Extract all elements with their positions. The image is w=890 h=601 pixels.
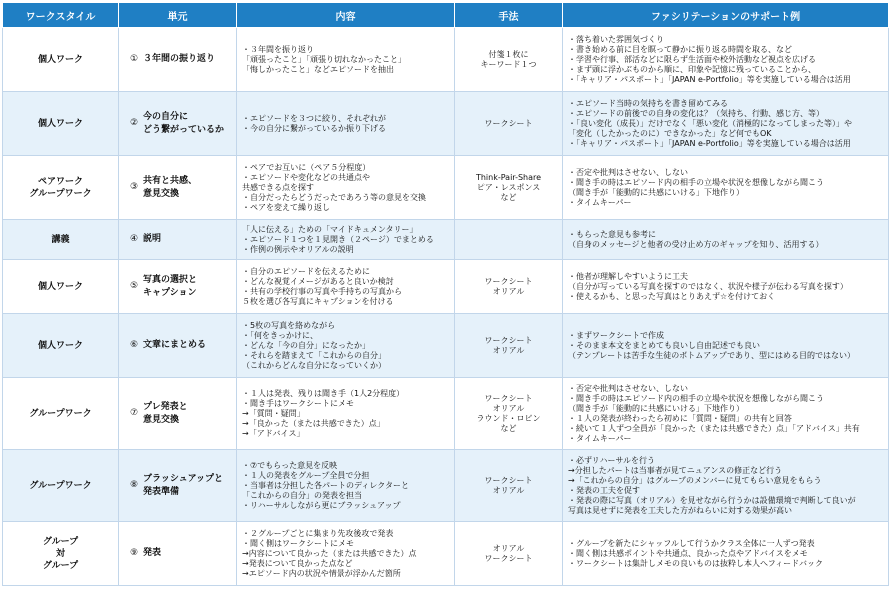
cell-support: ・まずワークシートで作成 ・そのまま本文をまとめても良いし自由記述でも良い （テンプレートは苦手な生徒のボトムアップであり、型にはめる目的ではない）: [563, 314, 889, 378]
unit-number: ⑤: [129, 281, 139, 291]
cell-support: ・必ずリハーサルを行う →分担したパートは当事者が見てニュアンスの修正など行う →「これからの自分」はグループのメンバーに見てもらい意見をもらう ・発表の工夫を促す ・発表の際に写真（オリアル）を見せながら行うかは設備環境で判断して良いが 写真は見せずに発表を工夫した方がねらいに対する効果が高い: [563, 450, 889, 522]
cell-content: ・１人は発表、残りは聞き手（1人2分程度） ・聞き手はワークシートにメモ →「質問・疑問」 →「良かった（または共感できた）点」 →「アドバイス」: [237, 378, 455, 450]
unit-title: ３年間の振り返り: [143, 54, 216, 64]
cell-unit: [119, 220, 237, 260]
cell-style: ペアワーク グループワーク: [3, 156, 119, 220]
cell-style: グループワーク: [3, 450, 119, 522]
unit-number: ⑧: [129, 480, 139, 490]
cell-method: ワークシート: [455, 92, 563, 156]
unit-number: ①: [129, 54, 139, 64]
unit-title: 写真の選択と キャプション: [143, 274, 198, 298]
cell-content: 「人に伝える」ための「マイドキュメンタリー」 ・エピソード１つを１見開き（２ページ）でまとめる ・作例の例示やオリアルの説明: [237, 220, 455, 260]
cell-support: ・グループを新たにシャッフルして行うかクラス全体に一人ずつ発表 ・聞く側は共感ポイントや共通点、良かった点やアドバイスをメモ ・ワークシートは集計しメモの良いものは抜粋し本人へフィードバック: [563, 522, 889, 586]
curriculum-table: [2, 2, 889, 586]
header-method: 手法: [455, 3, 563, 28]
cell-style: グループ 対 グループ: [3, 522, 119, 586]
unit-number: ②: [129, 118, 139, 128]
header-content: 内容: [237, 3, 455, 28]
unit-number: ⑨: [129, 548, 139, 558]
unit-title: 説明: [143, 234, 162, 244]
cell-content: ・自分のエピソードを伝えるために ・どんな視覚イメージがあると良いか検討 ・共有の学校行事の写真や手持ちの写真から ５枚を選び各写真にキャプションを付ける: [237, 260, 455, 314]
cell-content: ・３年間を振り返り 「頑張ったこと」「頑張り切れなかったこと」 「悔しかったこと」などエピソードを抽出: [237, 28, 455, 92]
cell-content: ・5枚の写真を絡めながら ・「何をきっかけに、 ・どんな「今の自分」になったか」 ・それらを踏まえて「これからの自分」 （これからどんな自分になっていくか）: [237, 314, 455, 378]
table-row: [3, 156, 889, 220]
cell-method: Think-Pair-Share ピア・レスポンス など: [455, 156, 563, 220]
table-body: [3, 28, 889, 586]
cell-method: ワークシート オリアル: [455, 314, 563, 378]
unit-title: 今の自分に どう繋がっているか: [143, 111, 225, 135]
cell-content: ・２グループごとに集まり先攻後攻で発表 ・聞く側はワークシートにメモ →内容について良かった（または共感できた）点 →発表について良かった点など →エピソード内の状況や情景が浮かんだ箇所: [237, 522, 455, 586]
unit-title: ブラッシュアップと 発表準備: [143, 473, 224, 497]
cell-content: ・ペアでお互いに（ペア５分程度） ・エピソードや変化などの共通点や 共感できる点を探す ・自分だったらどうだったであろう等の意見を交換 ・ペアを変えて繰り返し: [237, 156, 455, 220]
cell-unit: [119, 378, 237, 450]
cell-support: ・否定や批判はさせない、しない ・聞き手の時はエピソード内の相手の立場や状況を想像しながら聞こう （聞き手が「能動的に共感にいける」下地作り） ・１人の発表が終わったら初めに「質問・疑問」の共有と回答 ・続いて１人ずつ全員が「良かった（または共感できた）点」「アドバイス」共有 ・タイムキーパー: [563, 378, 889, 450]
cell-unit: [119, 260, 237, 314]
header-row: [3, 3, 889, 28]
cell-content: ・⑦でもらった意見を反映 ・１人の発表をグループ全員で分担 ・当事者は分担した各パートのディレクターと 「これからの自分」の発表を担当 ・リハーサルしながら更にブラッシュアップ: [237, 450, 455, 522]
unit-title: 共有と共感、 意見交換: [143, 175, 198, 199]
header-unit: 単元: [119, 3, 237, 28]
cell-method: ワークシート オリアル: [455, 450, 563, 522]
cell-style: 個人ワーク: [3, 92, 119, 156]
unit-number: ③: [129, 182, 139, 192]
unit-number: ⑦: [129, 408, 139, 418]
table-row: [3, 378, 889, 450]
cell-method: ワークシート オリアル ラウンド・ロビン など: [455, 378, 563, 450]
cell-support: ・落ち着いた雰囲気づくり ・書き始める前に目を瞑って静かに振り返る時間を取る、など ・学習や行事、部活などに限らず生活面や校外活動など視点を広げる ・まず頭に浮かぶものから順に、印象や記憶に残っていることから、 ・「キャリア・パスポート」「JAPAN e-Portfolio」等を実施している場合は活用: [563, 28, 889, 92]
unit-number: ⑥: [129, 340, 139, 350]
cell-method: [455, 220, 563, 260]
cell-method: 付箋１枚に キーワード１つ: [455, 28, 563, 92]
table-row: [3, 92, 889, 156]
unit-title: 発表: [143, 548, 162, 558]
cell-unit: [119, 156, 237, 220]
table-row: [3, 260, 889, 314]
cell-unit: [119, 450, 237, 522]
cell-method: オリアル ワークシート: [455, 522, 563, 586]
header-support: ファシリテーションのサポート例: [563, 3, 889, 28]
unit-title: プレ発表と 意見交換: [143, 401, 188, 425]
cell-method: ワークシート オリアル: [455, 260, 563, 314]
cell-style: 個人ワーク: [3, 314, 119, 378]
cell-support: ・否定や批判はさせない、しない ・聞き手の時はエピソード内の相手の立場や状況を想像しながら聞こう （聞き手が「能動的に共感にいける」下地作り） ・タイムキーパー: [563, 156, 889, 220]
cell-unit: [119, 92, 237, 156]
cell-style: 個人ワーク: [3, 260, 119, 314]
table-row: [3, 450, 889, 522]
table-row: [3, 28, 889, 92]
cell-content: ・エピソードを３つに絞り、それぞれが ・今の自分に繋がっているか振り下げる: [237, 92, 455, 156]
cell-unit: [119, 314, 237, 378]
cell-style: グループワーク: [3, 378, 119, 450]
cell-support: ・エピソード当時の気持ちを書き留めてみる ・エピソードの前後での自身の変化は？（気持ち、行動、感じ方、等） ・「良い変化（成長）」だけでなく「悪い変化（消極的になってしまった等）」や 「変化（したかったのに）できなかった」など何でもOK ・「キャリア・パスポート」「JAPAN e-Portfolio」等を実施している場合は活用: [563, 92, 889, 156]
cell-unit: [119, 522, 237, 586]
unit-title: 文章にまとめる: [143, 340, 207, 350]
header-style: ワークスタイル: [3, 3, 119, 28]
table-row: [3, 314, 889, 378]
cell-unit: [119, 28, 237, 92]
cell-support: ・もらった意見も参考に （自身のメッセージと他者の受け止め方のギャップを知り、活用する）: [563, 220, 889, 260]
table-row: [3, 522, 889, 586]
cell-style: 講義: [3, 220, 119, 260]
unit-number: ④: [129, 234, 139, 244]
table-row: [3, 220, 889, 260]
cell-style: 個人ワーク: [3, 28, 119, 92]
cell-support: ・他者が理解しやすいように工夫 （自分が写っている写真を探すのではなく、状況や様子が伝わる写真を探す） ・使えるかも、と思った写真はとりあえず☆を付けておく: [563, 260, 889, 314]
